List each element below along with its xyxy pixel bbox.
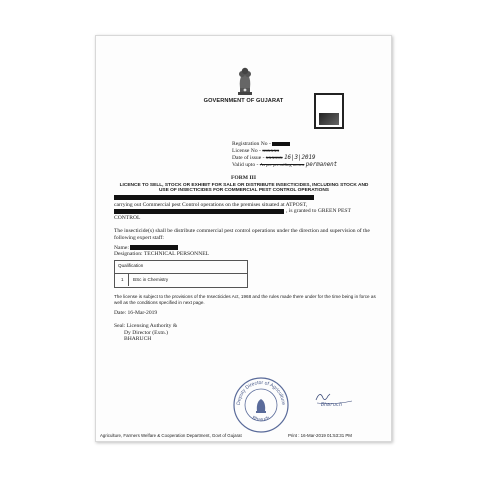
licence-number: License No - xxxxxx bbox=[232, 148, 280, 154]
expert-name: Name: bbox=[114, 244, 378, 252]
form-number: FORM III bbox=[230, 175, 257, 181]
signature-text: Bharuch bbox=[321, 402, 343, 408]
table-row: 1 BSc in Chemistry bbox=[115, 273, 247, 286]
seal-top-text: Deputy Director of Agriculture bbox=[235, 379, 287, 406]
qualification-header: Qualification bbox=[118, 263, 144, 268]
photo-shade bbox=[319, 113, 339, 125]
expert-designation: Designation: TECHNICAL PERSONNEL bbox=[114, 251, 210, 257]
footer-print-time: Print : 16-Mar-2019 01:53:31 PM bbox=[288, 433, 352, 438]
issue-date: Date: 16-Mar-2019 bbox=[114, 310, 158, 316]
redaction-bar bbox=[272, 142, 290, 146]
date-of-issue: Date of issue - xxxxxx 16|3|2019 bbox=[232, 155, 316, 161]
official-seal-stamp bbox=[232, 376, 290, 434]
licensing-authority: Seal: Licensing Authority & Dy Director (Extn.) BHARUCH bbox=[114, 323, 178, 342]
licence-paragraph: carrying out Commercial pest Control operations on the premises situated at ATPOST, , is granted to GREEN PEST CONTROL bbox=[114, 201, 351, 222]
supervision-paragraph: The insecticide(s) shall be distribute commercial pest control operations under the direction and supervision of the following expert staff: bbox=[114, 228, 370, 241]
government-title: GOVERNMENT OF GUJARAT bbox=[203, 98, 284, 104]
redaction-bar bbox=[130, 245, 178, 250]
footer-department: Agriculture, Farmers Welfare & Cooperation Department, Govt of Gujarat bbox=[100, 433, 242, 438]
redaction-bar bbox=[114, 209, 284, 214]
svg-text:Bharuch bbox=[251, 415, 271, 423]
registration-number: Registration No - bbox=[232, 141, 290, 147]
state-emblem-icon bbox=[234, 65, 256, 97]
seal-emblem-icon bbox=[256, 399, 266, 413]
photo-box bbox=[314, 93, 344, 129]
licence-document bbox=[95, 35, 392, 442]
form-heading: LICENCE TO SELL, STOCK OR EXHIBIT FOR SALE OR DISTRIBUTE INSECTICIDES, INCLUDING STOCK AND USE OF INSECTICIDES FOR COMMERCIAL PEST CONTROL OPERATIONS bbox=[119, 183, 369, 194]
redaction-bar bbox=[114, 195, 314, 200]
seal-bottom-text: Bharuch bbox=[251, 415, 271, 424]
qualification-table bbox=[114, 260, 248, 288]
valid-upto: Valid upto - As per prevailing norms permanent bbox=[232, 162, 338, 168]
conditions-note: The license is subject to the provisions of the Insecticides Act, 1968 and the rules made there under for the time being in force as well as the conditions specified in next page. bbox=[114, 294, 376, 305]
column-divider bbox=[128, 274, 129, 286]
